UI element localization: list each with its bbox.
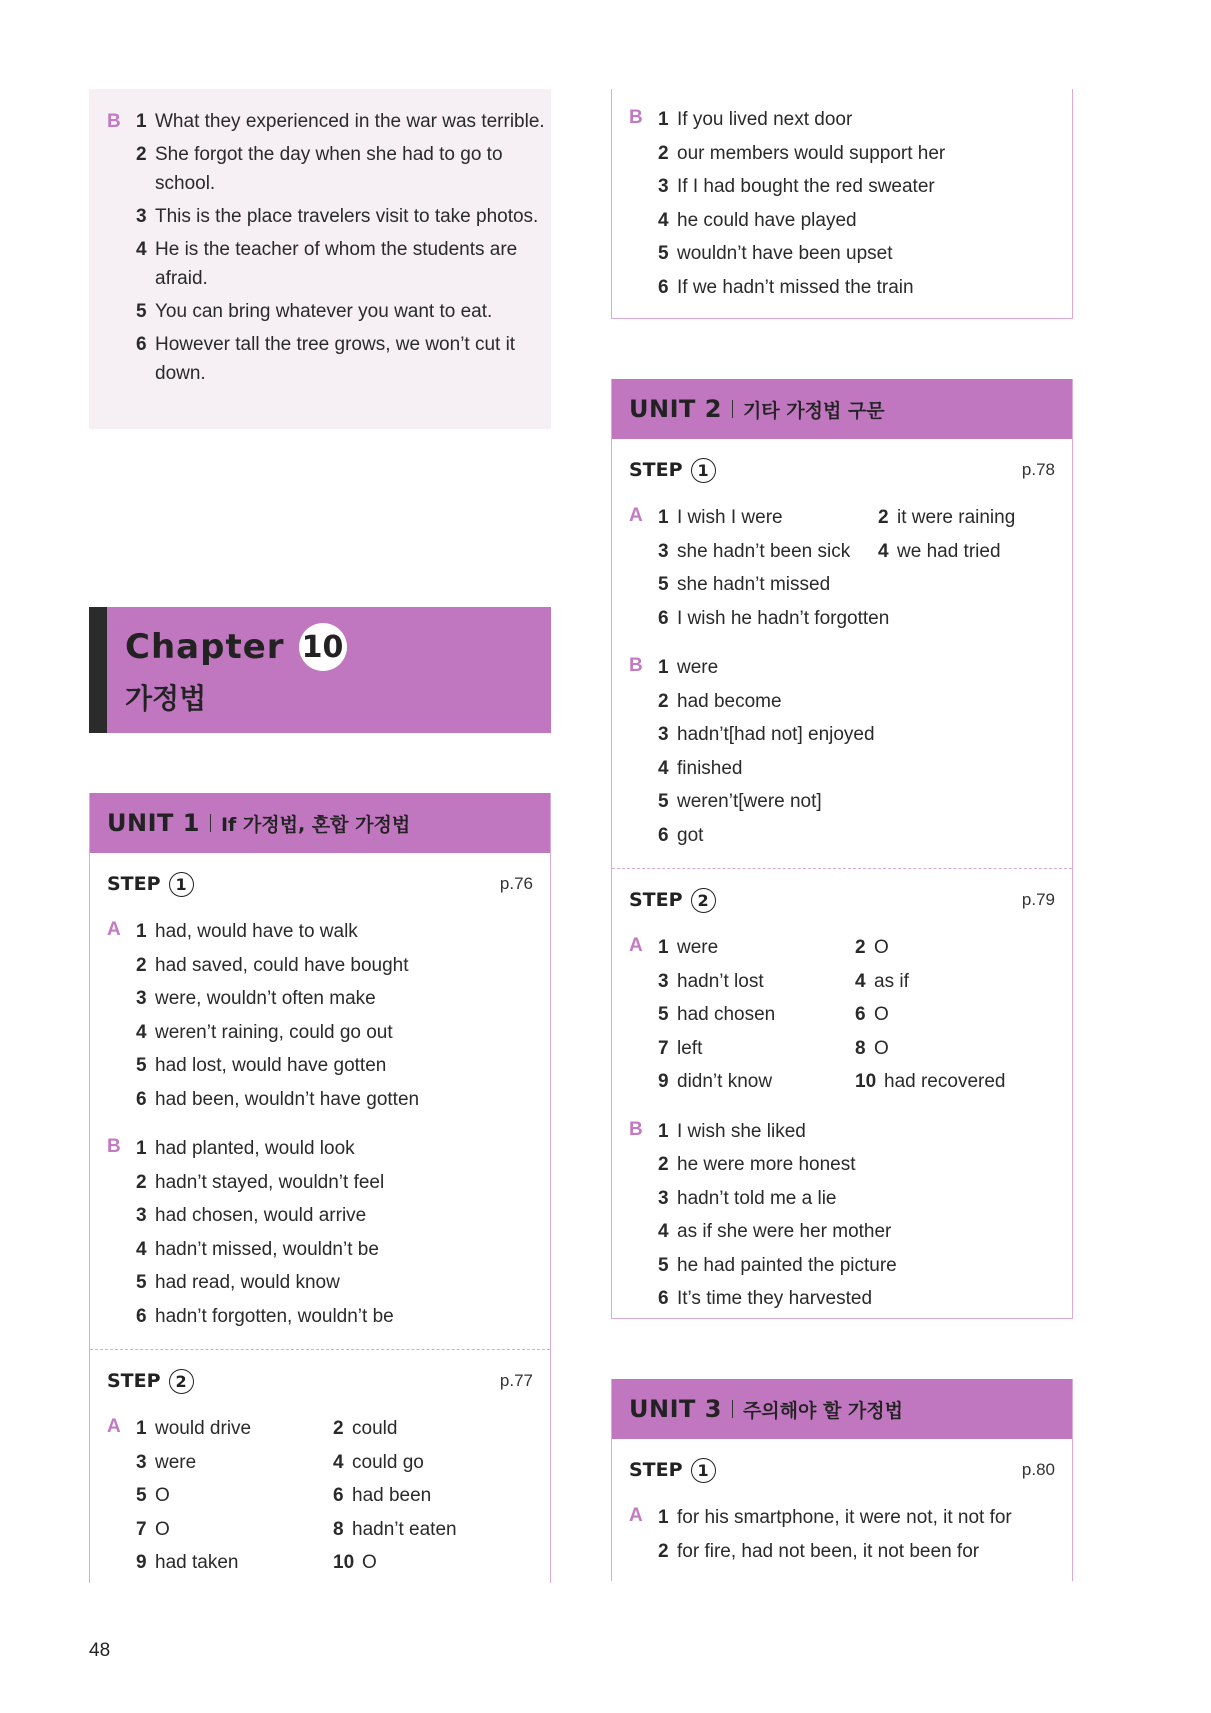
item-number: 6 xyxy=(136,1088,147,1110)
unit2-step1-bar xyxy=(612,439,1072,501)
unit3-header xyxy=(612,1379,1072,1439)
item-number: 3 xyxy=(658,176,669,197)
item-number: 2 xyxy=(878,507,889,528)
item-number: 1 xyxy=(658,937,669,958)
step-number-circle: 2 xyxy=(169,1369,194,1394)
chapter-title: 가정법 xyxy=(125,682,207,715)
chapter-heading xyxy=(125,623,551,671)
unit-name: UNIT 2 xyxy=(629,395,722,423)
unit1-step2-body xyxy=(90,1412,550,1580)
section-b xyxy=(629,651,1072,852)
item-text: had, would have to walk xyxy=(155,921,358,942)
item-text: had been, wouldn’t have gotten xyxy=(155,1088,420,1110)
item-number: 10 xyxy=(855,1071,877,1092)
answer-item xyxy=(136,1412,333,1446)
answer-item xyxy=(658,1032,855,1066)
item-number: 3 xyxy=(136,988,147,1009)
item-number: 4 xyxy=(136,1238,147,1260)
item-number: 4 xyxy=(136,1021,147,1043)
item-number: 2 xyxy=(136,144,147,165)
section-b xyxy=(629,1115,1072,1316)
item-number: 1 xyxy=(658,507,669,528)
page-reference: p.76 xyxy=(499,874,533,893)
item-text: for his smartphone, it were not, it not for xyxy=(677,1507,1012,1528)
item-number: 2 xyxy=(136,954,147,976)
unit2-header xyxy=(612,379,1072,439)
answer-item xyxy=(136,140,551,198)
step-text: STEP xyxy=(629,1459,683,1481)
item-number: 5 xyxy=(658,243,669,264)
item-number: 2 xyxy=(136,1171,147,1193)
answer-list xyxy=(136,1132,550,1333)
section-letter: A xyxy=(107,919,121,940)
answer-item xyxy=(333,1412,550,1446)
item-text: It’s time they harvested xyxy=(677,1288,873,1309)
answer-item xyxy=(136,1546,333,1580)
answer-item xyxy=(855,998,1072,1032)
item-text: hadn’t missed, wouldn’t be xyxy=(155,1238,379,1260)
answer-item xyxy=(333,1513,550,1547)
answer-item xyxy=(658,998,855,1032)
answer-grid xyxy=(136,1412,550,1580)
section-letter: A xyxy=(107,1416,121,1437)
item-number: 8 xyxy=(855,1037,866,1059)
page-reference: p.79 xyxy=(1021,890,1055,909)
answer-item xyxy=(855,1065,1072,1099)
item-text: were xyxy=(677,937,719,958)
item-text: had chosen, would arrive xyxy=(155,1205,367,1226)
answer-item xyxy=(136,949,550,983)
answer-item xyxy=(658,103,1072,137)
answer-item xyxy=(136,1300,550,1334)
item-text: wouldn’t have been upset xyxy=(677,243,893,264)
item-text: had become xyxy=(677,690,782,712)
chapter-number-badge: 10 xyxy=(299,623,347,671)
item-text: he could have played xyxy=(677,209,857,231)
page-reference: p.78 xyxy=(1021,460,1055,479)
item-number: 8 xyxy=(333,1518,344,1540)
answer-item xyxy=(136,982,550,1016)
item-number: 9 xyxy=(136,1552,147,1573)
item-number: 5 xyxy=(658,791,669,812)
answer-item xyxy=(878,535,1072,569)
answer-item xyxy=(658,1182,1072,1216)
answer-list xyxy=(658,103,1072,304)
item-number: 5 xyxy=(136,1055,147,1076)
unit2-step1-body xyxy=(612,501,1072,852)
item-number: 1 xyxy=(136,1418,147,1439)
answer-list xyxy=(658,651,1072,852)
item-number: 2 xyxy=(333,1418,344,1439)
section-letter: A xyxy=(629,505,643,526)
answer-item xyxy=(658,785,1072,819)
item-number: 2 xyxy=(658,142,669,164)
unit2-step2-body xyxy=(612,931,1072,1316)
item-text: I wish I were xyxy=(677,507,783,528)
item-text: I wish she liked xyxy=(677,1120,806,1142)
item-text: weren’t raining, could go out xyxy=(155,1021,393,1043)
step-number-circle: 1 xyxy=(691,1458,716,1483)
answer-row xyxy=(658,501,1072,568)
answer-item xyxy=(658,204,1072,238)
item-number: 4 xyxy=(658,209,669,231)
item-text: This is the place travelers visit to take photos. xyxy=(155,206,539,227)
answer-item xyxy=(658,1535,1072,1569)
item-text: O xyxy=(155,1518,170,1540)
item-text: hadn’t forgotten, wouldn’t be xyxy=(155,1305,394,1327)
item-text: had been xyxy=(352,1485,432,1506)
header-divider xyxy=(732,400,733,418)
item-number: 6 xyxy=(658,607,669,629)
answer-item xyxy=(136,1446,333,1480)
item-number: 6 xyxy=(136,334,147,355)
item-text: she hadn’t missed xyxy=(677,574,831,595)
item-text: left xyxy=(677,1037,703,1059)
unit1-box xyxy=(89,793,551,1583)
item-text: O xyxy=(155,1485,170,1506)
item-text: hadn’t stayed, wouldn’t feel xyxy=(155,1171,385,1193)
item-number: 5 xyxy=(136,1272,147,1293)
answer-item xyxy=(878,501,1072,535)
answer-item xyxy=(658,535,878,569)
answer-item xyxy=(855,931,1072,965)
item-number: 3 xyxy=(658,540,669,562)
answer-grid xyxy=(658,931,1072,1099)
item-number: 3 xyxy=(658,724,669,745)
item-text: he had painted the picture xyxy=(677,1254,897,1276)
section-letter: B xyxy=(107,111,121,132)
step-text: STEP xyxy=(629,889,683,911)
item-text: hadn’t eaten xyxy=(352,1518,457,1540)
item-number: 3 xyxy=(658,970,669,992)
item-number: 9 xyxy=(658,1071,669,1092)
item-number: 3 xyxy=(136,206,147,227)
right-b-body xyxy=(612,89,1072,304)
item-text: had saved, could have bought xyxy=(155,954,409,976)
page-number: 48 xyxy=(89,1640,111,1661)
unit1-step2-bar xyxy=(90,1350,550,1412)
answer-list xyxy=(658,1115,1072,1316)
right-answer-box-b xyxy=(611,89,1073,319)
section-a xyxy=(629,1501,1072,1568)
item-number: 4 xyxy=(333,1451,344,1473)
item-text: She forgot the day when she had to go to school. xyxy=(155,144,503,194)
item-text: it were raining xyxy=(897,507,1016,528)
item-text: our members would support her xyxy=(677,142,946,164)
left-answer-box-b xyxy=(89,89,551,429)
item-text: had recovered xyxy=(884,1071,1006,1092)
item-text: hadn’t lost xyxy=(677,970,764,992)
section-letter: A xyxy=(629,935,643,956)
answer-list xyxy=(658,1501,1072,1568)
item-number: 1 xyxy=(658,109,669,130)
section-b xyxy=(107,1132,550,1333)
step-number-circle: 1 xyxy=(169,872,194,897)
unit2-box xyxy=(611,379,1073,1319)
unit1-header xyxy=(90,793,550,853)
step-number-circle: 2 xyxy=(691,888,716,913)
step-label xyxy=(629,458,716,483)
item-number: 7 xyxy=(658,1037,669,1059)
item-number: 5 xyxy=(658,1254,669,1276)
item-text: I wish he hadn’t forgotten xyxy=(677,607,890,629)
chapter-label: Chapter xyxy=(125,627,285,667)
answer-item xyxy=(136,1199,550,1233)
item-text: we had tried xyxy=(897,540,1001,562)
answer-list xyxy=(136,915,550,1116)
unit-name: UNIT 1 xyxy=(107,809,200,837)
item-number: 2 xyxy=(855,937,866,958)
item-number: 4 xyxy=(136,239,147,260)
answer-item xyxy=(658,1215,1072,1249)
item-number: 1 xyxy=(658,1507,669,1528)
answer-item xyxy=(658,271,1072,305)
item-number: 5 xyxy=(658,574,669,595)
step-label xyxy=(629,1458,716,1483)
item-text: as if she were her mother xyxy=(677,1221,892,1242)
answer-item xyxy=(658,568,1072,602)
answer-item xyxy=(855,1032,1072,1066)
item-text: had read, would know xyxy=(155,1272,340,1293)
item-number: 6 xyxy=(658,1288,669,1309)
item-number: 6 xyxy=(658,824,669,846)
step-number-circle: 1 xyxy=(691,458,716,483)
header-divider xyxy=(732,1400,733,1418)
header-divider xyxy=(210,814,211,832)
page-reference: p.77 xyxy=(499,1371,533,1390)
item-number: 1 xyxy=(658,657,669,678)
answer-item xyxy=(136,1166,550,1200)
item-number: 6 xyxy=(333,1485,344,1506)
item-text: were xyxy=(677,657,719,678)
item-text: had lost, would have gotten xyxy=(155,1055,387,1076)
item-number: 1 xyxy=(136,921,147,942)
answer-item xyxy=(658,819,1072,853)
answer-item xyxy=(333,1446,550,1480)
item-number: 3 xyxy=(136,1205,147,1226)
item-text: O xyxy=(874,937,889,958)
item-text: If I had bought the red sweater xyxy=(677,176,935,197)
item-text: she hadn’t been sick xyxy=(677,540,851,562)
answer-item xyxy=(136,1266,550,1300)
answer-item xyxy=(658,1501,1072,1535)
answer-item xyxy=(658,1065,855,1099)
step-label xyxy=(629,888,716,913)
item-number: 3 xyxy=(136,1451,147,1473)
answer-item xyxy=(658,651,1072,685)
answer-item xyxy=(658,685,1072,719)
unit3-box xyxy=(611,1379,1073,1581)
item-number: 1 xyxy=(136,111,147,132)
answer-item xyxy=(658,931,855,965)
item-number: 2 xyxy=(658,1540,669,1562)
answer-item xyxy=(333,1479,550,1513)
item-text: would drive xyxy=(155,1418,252,1439)
item-text: for fire, had not been, it not been for xyxy=(677,1540,980,1562)
answer-item xyxy=(136,297,551,326)
item-number: 4 xyxy=(658,757,669,779)
item-text: had planted, would look xyxy=(155,1138,355,1159)
item-number: 2 xyxy=(658,690,669,712)
item-text: could xyxy=(352,1418,398,1439)
item-text: as if xyxy=(874,970,909,992)
section-letter: B xyxy=(629,107,643,128)
item-number: 10 xyxy=(333,1552,355,1573)
answer-item xyxy=(136,1049,550,1083)
item-number: 6 xyxy=(658,276,669,298)
unit-title: If 가정법, 혼합 가정법 xyxy=(220,813,411,836)
answer-item xyxy=(136,1083,550,1117)
item-text: could go xyxy=(352,1451,424,1473)
answer-item xyxy=(136,1016,550,1050)
item-text: If we hadn’t missed the train xyxy=(677,276,914,298)
page-reference: p.80 xyxy=(1021,1460,1055,1479)
item-number: 7 xyxy=(136,1518,147,1540)
section-a xyxy=(107,915,550,1116)
answer-item xyxy=(658,752,1072,786)
section-a xyxy=(629,931,1072,1099)
answer-item xyxy=(136,1233,550,1267)
item-text: However tall the tree grows, we won’t cut it down. xyxy=(155,334,516,384)
answer-item xyxy=(136,1132,550,1166)
step-text: STEP xyxy=(629,459,683,481)
item-text: had chosen xyxy=(677,1004,776,1025)
answer-item xyxy=(658,602,1072,636)
section-a xyxy=(107,1412,550,1580)
item-text: You can bring whatever you want to eat. xyxy=(155,301,493,322)
answer-item xyxy=(658,170,1072,204)
item-number: 4 xyxy=(658,1221,669,1242)
item-text: had taken xyxy=(155,1552,239,1573)
answer-item xyxy=(136,1513,333,1547)
step-label xyxy=(107,1369,194,1394)
answer-item xyxy=(333,1546,550,1580)
answer-item xyxy=(136,330,551,388)
section-letter: A xyxy=(629,1505,643,1526)
item-number: 4 xyxy=(855,970,866,992)
answer-item xyxy=(136,202,551,231)
section-letter: B xyxy=(107,1136,121,1157)
item-text: What they experienced in the war was terrible. xyxy=(155,111,545,132)
item-number: 2 xyxy=(658,1154,669,1175)
answer-item xyxy=(136,1479,333,1513)
unit2-step2-bar xyxy=(612,869,1072,931)
answer-item xyxy=(658,1148,1072,1182)
answer-item xyxy=(658,501,878,535)
item-text: hadn’t[had not] enjoyed xyxy=(677,724,875,745)
section-b xyxy=(107,107,551,392)
section-letter: B xyxy=(629,655,643,676)
unit3-step1-body xyxy=(612,1501,1072,1568)
item-number: 6 xyxy=(855,1004,866,1025)
item-text: He is the teacher of whom the students are afraid. xyxy=(155,239,518,289)
answer-list xyxy=(658,501,1072,635)
item-number: 1 xyxy=(136,1138,147,1159)
item-text: were, wouldn’t often make xyxy=(155,988,376,1009)
item-text: finished xyxy=(677,757,743,779)
item-text: he were more honest xyxy=(677,1154,856,1175)
item-text: O xyxy=(874,1037,889,1059)
unit-title: 기타 가정법 구문 xyxy=(742,399,885,422)
unit-name: UNIT 3 xyxy=(629,1395,722,1423)
item-text: didn’t know xyxy=(677,1071,773,1092)
unit-title: 주의해야 할 가정법 xyxy=(742,1399,903,1422)
item-number: 5 xyxy=(136,301,147,322)
unit1-step1-bar xyxy=(90,853,550,915)
answer-item xyxy=(658,965,855,999)
item-text: hadn’t told me a lie xyxy=(677,1187,837,1209)
unit3-step1-bar xyxy=(612,1439,1072,1501)
step-text: STEP xyxy=(107,873,161,895)
item-number: 4 xyxy=(878,540,889,562)
section-b xyxy=(629,103,1072,304)
item-number: 5 xyxy=(136,1485,147,1506)
answer-item xyxy=(658,1249,1072,1283)
chapter-banner xyxy=(89,607,551,733)
item-text: were xyxy=(155,1451,197,1473)
answer-item xyxy=(658,718,1072,752)
answer-item xyxy=(855,965,1072,999)
item-number: 3 xyxy=(658,1187,669,1209)
section-letter: B xyxy=(629,1118,643,1140)
answer-item xyxy=(658,1115,1072,1149)
answer-item xyxy=(136,915,550,949)
answer-item xyxy=(136,107,551,136)
answer-item xyxy=(658,137,1072,171)
item-text: weren’t[were not] xyxy=(677,791,822,812)
step-label xyxy=(107,872,194,897)
answer-list xyxy=(136,107,551,392)
item-number: 6 xyxy=(136,1305,147,1327)
item-number: 1 xyxy=(658,1120,669,1142)
step-text: STEP xyxy=(107,1370,161,1392)
unit1-step1-body xyxy=(90,915,550,1333)
answer-item xyxy=(658,1282,1072,1316)
item-number: 5 xyxy=(658,1004,669,1025)
item-text: O xyxy=(874,1004,889,1025)
answer-item xyxy=(658,237,1072,271)
item-text: O xyxy=(362,1552,377,1573)
item-text: If you lived next door xyxy=(677,109,853,130)
item-text: got xyxy=(677,824,704,846)
section-a xyxy=(629,501,1072,635)
answer-item xyxy=(136,235,551,293)
